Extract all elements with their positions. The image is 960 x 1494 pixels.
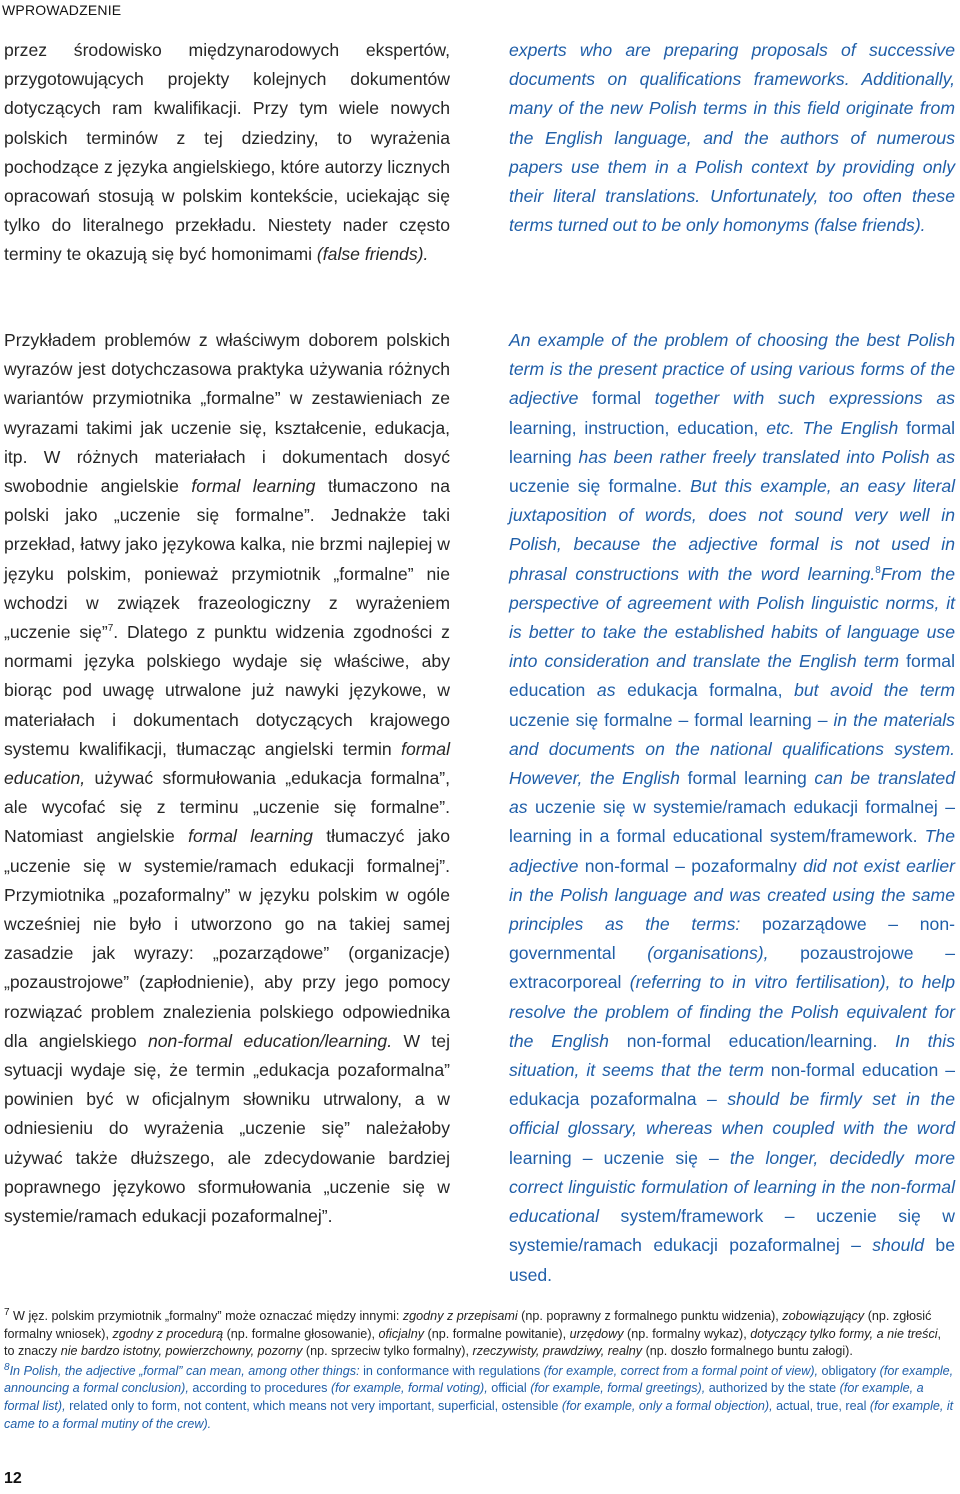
text-run: W tej sytuacji wydaje się, że termin „edukacja pozaformalna” powinien być w oficjalnym słowniku utrwalony, a w odniesieniu do wyrażenia „uczenie się” należałoby używać także dłuższego, ale zdecydowanie bardziej poprawnego językowo sformułowania „uczenie się w systemie/ramach edukacji pozaformalnej”. [4, 1030, 450, 1227]
text-run-italic: dotyczący tylko formy, a nie treści [750, 1326, 938, 1341]
text-run: be used. [509, 1235, 955, 1285]
text-run: uczenie się formalne – formal learning [509, 709, 812, 730]
text-run: non-formal education – edukacja pozaformalna [509, 1060, 955, 1110]
text-run-italic: as [585, 680, 628, 701]
text-run-italic: (for example, formal greetings), [526, 1381, 709, 1396]
text-run: edukacja formalna, [627, 680, 783, 701]
text-run-italic: rzeczywisty, prawdziwy, realny [472, 1344, 643, 1359]
text-run: , to znaczy [4, 1326, 942, 1359]
text-run: uczenie się formalne. [509, 476, 682, 497]
text-run: actual, true, real [776, 1398, 867, 1413]
section-label: WPROWADZENIE [2, 2, 122, 18]
text-run: authorized by the state [708, 1381, 837, 1396]
footnotes [4, 1308, 954, 1435]
polish-paragraph-2 [4, 326, 450, 1231]
text-run-italic: formal education, [4, 738, 450, 789]
text-run: (np. formalny wykaz), [623, 1326, 751, 1341]
text-run: używać sformułowania „edukacja formalna”, ale wycofać się z terminu „uczenie się formalne”. Natomiast angielskie [4, 768, 450, 847]
text-run: formal education [509, 651, 955, 701]
text-run-italic: zgodny z przepisami [402, 1309, 518, 1323]
text-run-italic: did not exist earlier in the Polish language and was created using the same principles as the terms: [509, 855, 955, 935]
text-run: non-formal – pozaformalny [584, 855, 797, 876]
text-run-italic: formal learning [188, 826, 313, 847]
text-run: przez środowisko międzynarodowych ekspertów, przygotowujących projekty kolejnych dokumentów dotyczących ram kwalifikacji. Przy tym wiele nowych polskich terminów z tej dziedziny, to wyrażenia pochodzące z języka angielskiego, które autorzy licznych opracowań stosują w polskim kontekście, uciekając się tylko do literalnego przekładu. Niestety nader często terminy te okazują się być homonimami [4, 40, 450, 265]
text-run-italic: but avoid the term [782, 680, 956, 701]
text-run-italic: In this situation, it seems that the term [509, 1030, 955, 1081]
text-run-italic: – should be firmly set in the official glossary, whereas when coupled with the word [509, 1089, 955, 1139]
text-run-italic: (referring to in vitro fertilisation), to help resolve the problem of finding the Polish equivalent for the English [509, 972, 955, 1051]
footnote-8 [4, 1363, 954, 1433]
text-run: (np. sprzeciw tylko formalny), [302, 1344, 473, 1359]
english-paragraph-2 [509, 326, 955, 1290]
text-run-italic: (organisations), [615, 943, 801, 964]
text-run: (np. formalne powitanie), [424, 1326, 570, 1341]
text-run-italic: (for example, correct from a formal point of view), [540, 1363, 822, 1378]
text-run-italic: – in the materials and documents on the national qualifications system. However, the English [509, 709, 955, 789]
text-run-italic: (false friends). [316, 244, 429, 265]
text-run: tłumaczono na polski jako „uczenie się formalne”. Jednakże taki przekład, łatwy jako językowa kalka, nie brzmi najlepiej w języku polskim, ponieważ przymiotnik „formalne” nie wchodzi w związek frazeologiczny z wyrażeniem „uczenie się” [4, 476, 451, 643]
text-run: (np. zgłosić formalny wniosek), [4, 1309, 932, 1341]
text-run: (np. formalne głosowanie), [223, 1326, 379, 1341]
text-run: W jęz. polskim przymiotnik „formalny” może oznaczać między innymi: [9, 1309, 403, 1323]
text-run-italic: From the perspective of agreement with Polish linguistic norms, it is better to take the established habits of language use into consideration and translate the English term [509, 563, 955, 672]
text-run-italic: nie bardzo istotny, powierzchowny, pozorny [60, 1344, 303, 1359]
text-run: learning, instruction, education, [509, 417, 759, 438]
text-run-italic: (for example, formal voting), [327, 1381, 492, 1396]
text-run-italic: zgodny z procedurą [112, 1326, 224, 1341]
text-run-italic: – the longer, decidedly more correct linguistic formulation of learning in the non-formal educational [509, 1147, 955, 1227]
text-run-italic: An example of the problem of choosing the best Polish term is the present practice of using various forms of the adjective [509, 330, 955, 409]
text-run-italic: (for example, a formal list), [4, 1381, 924, 1413]
text-run-italic: (for example, it came to a formal mutiny of the crew). [4, 1398, 954, 1431]
text-run: uczenie się w systemie/ramach edukacji formalnej – learning in a formal educational system/framework. [509, 797, 955, 847]
text-run-italic: non-formal education/learning. [147, 1030, 393, 1051]
text-run: formal learning [509, 417, 956, 467]
polish-paragraph-1 [4, 36, 450, 270]
text-run-italic: urzędowy [569, 1326, 624, 1341]
text-run: non-formal education/learning. [626, 1030, 878, 1051]
footnote-ref-7[interactable]: 7 [107, 623, 114, 635]
text-run: obligatory [821, 1363, 877, 1378]
text-run-italic: should [860, 1235, 925, 1256]
text-run-italic: formal learning [191, 476, 316, 497]
footnote-ref-8[interactable]: 8 [875, 564, 881, 576]
text-run: in conformance with regulations [363, 1363, 541, 1378]
footnote-marker: 8 [4, 1361, 10, 1373]
text-run: . Dlatego z punktu widzenia zgodności z normami języka polskiego wydaje się właściwe, aby biorąc pod uwagę utrwalone już nawyki językowe, w materiałach i dokumentach dotyczących krajowego systemu kwalifikacji, tłumacząc angielski termin [4, 622, 450, 759]
text-run-italic: together with such expressions as [641, 388, 955, 409]
text-run: Przykładem problemów z właściwym doborem polskich wyrazów jest dotychczasowa praktyka używania różnych wariantów przymiotnika „formalne” w zestawieniach ze wyrazami takimi jak uczenie się, kształcenie, edukacja, itp. W różnych materiałach i dokumentach dosyć swobodnie angielskie [4, 330, 450, 497]
text-run-italic: But this example, an easy literal juxtaposition of words, does not sound very well in Polish, because the adjective formal is not used in phrasal constructions with the word learning. [509, 476, 956, 584]
text-run-italic: In Polish, the adjective „formal” can mean, among other things: [9, 1363, 364, 1378]
text-run: (np. doszło formalnego buntu załogi). [642, 1344, 853, 1359]
text-run-italic: etc. The English [758, 417, 907, 438]
text-run: pozaustrojowe – extracorporeal [509, 943, 955, 993]
text-run-italic: oficjalny [378, 1326, 425, 1341]
text-run-italic: has been rather freely translated into Polish as [571, 446, 955, 467]
text-run: formal learning [687, 768, 807, 789]
text-run-italic: (for example, only a formal objection), [558, 1398, 777, 1413]
text-run: (np. poprawny z formalnego punktu widzenia), [517, 1309, 783, 1323]
text-run: official [491, 1381, 527, 1396]
footnote-marker: 7 [4, 1306, 10, 1318]
text-run-italic: can be translated as [509, 768, 955, 818]
text-run: related only to form, not content, which means not very important, superficial, ostensible [69, 1398, 559, 1413]
page-number: 12 [4, 1470, 22, 1487]
text-run-italic: zobowiązujący [782, 1309, 865, 1323]
text-run-italic: (for example, announcing a formal conclusion), [4, 1363, 954, 1396]
text-run-italic: The adjective [509, 826, 955, 876]
text-run: according to procedures [192, 1381, 328, 1396]
footnote-7 [4, 1308, 954, 1361]
text-run: learning – uczenie się [509, 1147, 698, 1168]
text-run: tłumaczyć jako „uczenie się w systemie/ramach edukacji formalnej”. Przymiotnika „pozaformalny” w języku polskim w ogóle wcześniej nie było i utworzono go na takiej samej zasadzie jak wyrazy: „pozarządowe” (organizacje) „pozaustrojowe” (zapłodnienie), aby przy jego pomocy rozwiązać problem znalezienia polskiego odpowiednika dla angielskiego [4, 826, 451, 1051]
text-run: system/framework – uczenie się w systemie/ramach edukacji pozaformalnej – [509, 1206, 955, 1256]
text-run: formal [592, 388, 642, 409]
text-run-italic: experts who are preparing proposals of successive documents on qualifications frameworks. Additionally, many of the new Polish terms in this field originate from the English language, and the authors of numerous papers use them in a Polish context by providing only their literal translations. Unfortunately, too often these terms turned out to be only homonyms (false friends). [509, 40, 955, 236]
english-paragraph-1 [509, 36, 955, 240]
text-run: pozarządowe – non-governmental [509, 914, 955, 964]
